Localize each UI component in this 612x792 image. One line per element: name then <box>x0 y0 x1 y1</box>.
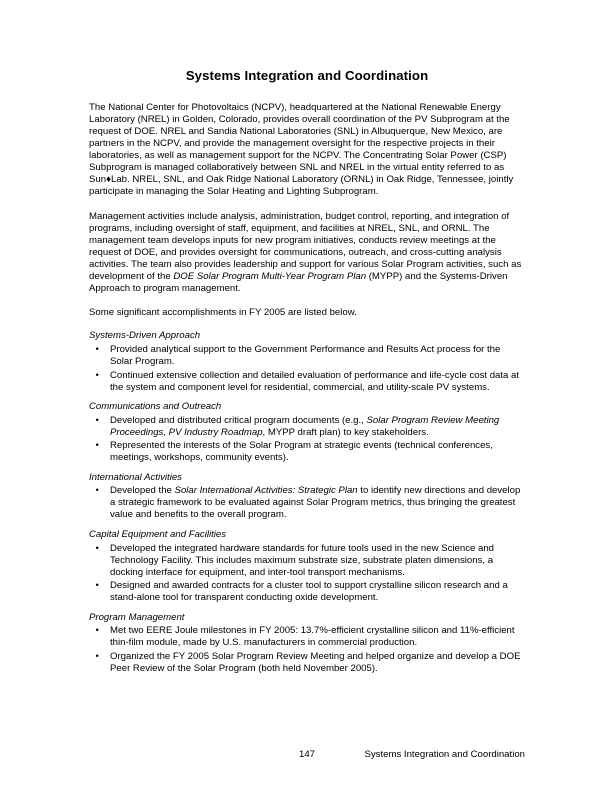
management-paragraph-lead: Management activities include analysis, administration, budget control, reporting, and integration of programs, including oversight of staff, equipment, and facilities at NREL, SNL, and ORNL. The management team develops inputs for new program initiatives, conducts review meetings at the request of DOE, and provides oversight for communications, outreach, and cross-cutting analysis activities. The team also provides leadership and support for various Solar Program activities, such as development of the <box>89 210 522 282</box>
mypp-plan-title: DOE Solar Program Multi-Year Program Plan <box>173 270 367 282</box>
list-item-text: to identify new directions and develop a strategic framework to be evaluated against Solar Program metrics, thus bringing the greatest value and benefits to the overall program. <box>110 485 521 521</box>
list-item-text: Continued extensive collection and detailed evaluation of performance and life-cycle cost data at the system and component level for residential, commercial, and utility-scale PV systems. <box>110 369 520 393</box>
bullet-icon: • <box>95 580 99 592</box>
section-heading: Program Management <box>89 611 185 623</box>
section-heading: International Activities <box>89 471 182 483</box>
bullet-icon: • <box>95 343 99 355</box>
accomplishment-list <box>89 625 525 675</box>
list-item-text: , MYPP draft plan) to key stakeholders. <box>262 426 429 438</box>
page-title: Systems Integration and Coordination <box>185 68 429 83</box>
list-item-text: Developed and distributed critical program documents (e.g., <box>110 414 367 426</box>
list-item <box>89 543 525 579</box>
section-heading: Communications and Outreach <box>89 401 222 413</box>
list-item <box>89 485 525 521</box>
list-item-title: Solar Program Review Meeting Proceedings, <box>110 414 500 438</box>
management-paragraph-tail: (MYPP) and the Systems-Driven Approach to program management. <box>89 270 508 294</box>
footer-running-title: Systems Integration and Coordination <box>364 749 525 760</box>
bullet-icon: • <box>95 625 99 637</box>
list-item <box>89 344 525 368</box>
list-item-text: Designed and awarded contracts for a cluster tool to support crystalline silicon research and a stand-alone tool for transparent conducting oxide development. <box>110 580 508 604</box>
list-item-text: Represented the interests of the Solar Program at strategic events (technical conferences, meetings, workshops, community events). <box>110 440 493 464</box>
page-content <box>89 68 525 683</box>
accomplishment-list <box>89 344 525 394</box>
list-item-text: Developed the integrated hardware standards for future tools used in the new Science and Technology Facility. This includes maximum substrate size, substrate platen dimensions, a docking interface for equipment, and inter-tool transport mechanisms. <box>110 542 494 578</box>
bullet-icon: • <box>95 650 99 662</box>
list-item-text: Provided analytical support to the Government Performance and Results Act process for the Solar Program. <box>110 343 501 367</box>
page-footer <box>89 749 525 763</box>
list-item <box>89 651 525 675</box>
list-item <box>89 415 525 439</box>
bullet-icon: • <box>95 542 99 554</box>
list-item-text: Organized the FY 2005 Solar Program Review Meeting and helped organize and develop a DOE Peer Review of the Solar Program (both held November 2005). <box>110 650 521 674</box>
accomplishment-sections <box>89 330 525 675</box>
bullet-icon: • <box>95 414 99 426</box>
list-item <box>89 440 525 464</box>
bullet-icon: • <box>95 369 99 381</box>
bullet-icon: • <box>95 440 99 452</box>
list-item <box>89 625 525 649</box>
accomplishments-lead: Some significant accomplishments in FY 2005 are listed below. <box>89 307 357 319</box>
list-item-text: Met two EERE Joule milestones in FY 2005: 13.7%-efficient crystalline silicon and 11%-efficient thin-film module, made by U.S. manufacturers in commercial production. <box>110 625 515 649</box>
list-item-title: PV Industry Roadmap <box>168 426 263 438</box>
accomplishment-list <box>89 543 525 605</box>
footer-page-number: 147 <box>298 749 315 760</box>
bullet-icon: • <box>95 485 99 497</box>
intro-paragraph: The National Center for Photovoltaics (NCPV), headquartered at the National Renewable Energy Laboratory (NREL) in Golden, Colorado, provides overall coordination of the PV Subprogram at the request of DOE. NREL and Sandia National Laboratories (SNL) in Albuquerque, New Mexico, are partners in the NCPV, and provide the management oversight for the respective projects in their laboratories, as well as management support for the NCPV. The Concentrating Solar Power (CSP) Subprogram is managed collaboratively between SNL and NREL in the virtual entity referred to as Sun♦Lab. NREL, SNL, and Oak Ridge National Laboratory (ORNL) in Oak Ridge, Tennessee, jointly participate in managing the Solar Heating and Lighting Subprogram. <box>89 101 514 198</box>
list-item <box>89 370 525 394</box>
list-item-title: Solar International Activities: Strategic Plan <box>174 485 358 497</box>
accomplishment-list <box>89 485 525 521</box>
section-heading: Capital Equipment and Facilities <box>89 529 227 541</box>
list-item-text: Developed the <box>110 485 175 497</box>
accomplishment-list <box>89 415 525 465</box>
section-heading: Systems-Driven Approach <box>89 330 201 342</box>
list-item <box>89 580 525 604</box>
management-paragraph <box>89 211 525 295</box>
